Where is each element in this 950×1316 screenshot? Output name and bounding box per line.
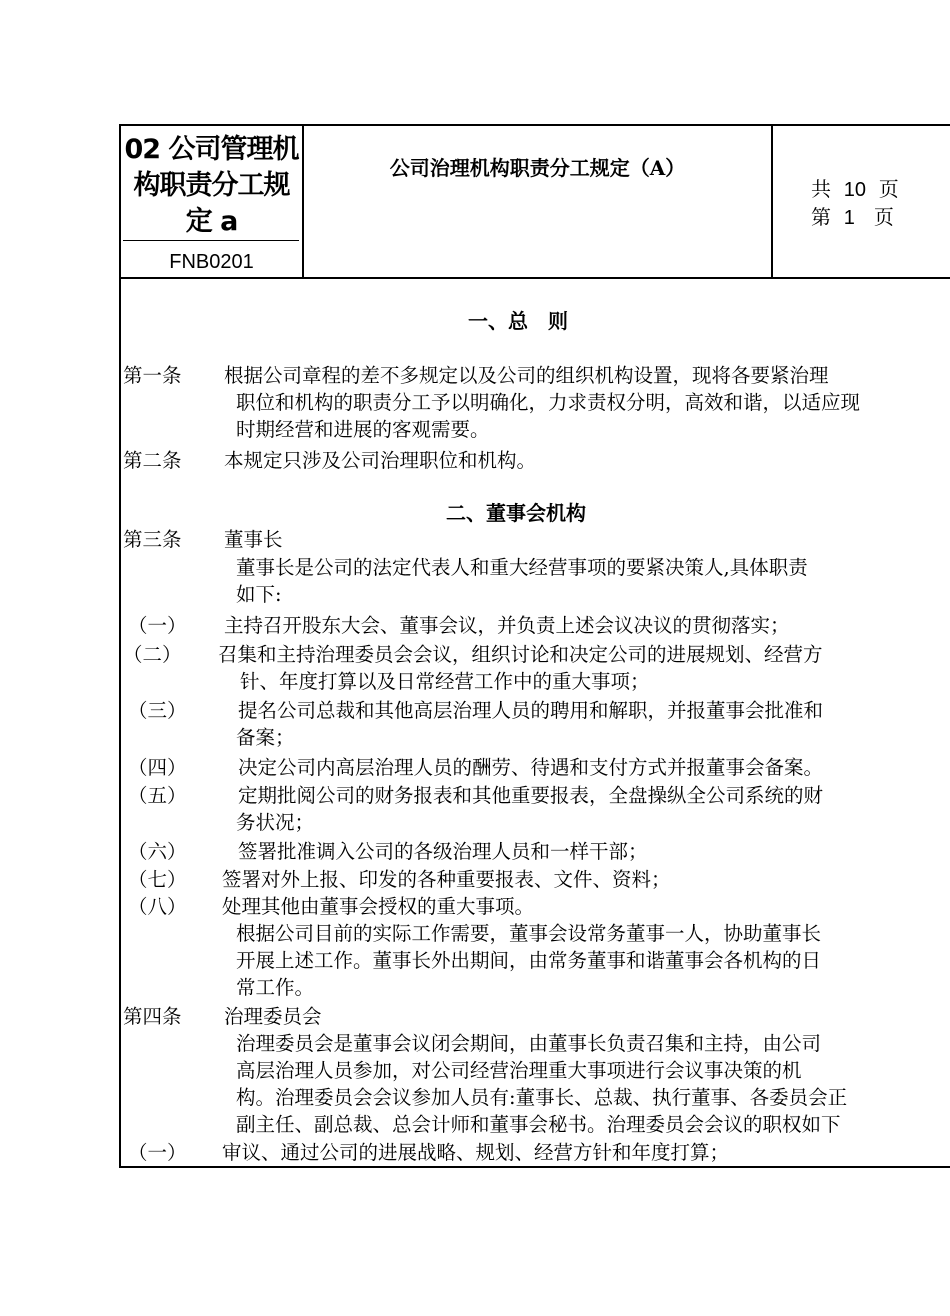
text-line: 召集和主持治理委员会会议，组织讨论和决定公司的进展规划、经营方 — [218, 643, 823, 666]
text-line: 根据公司章程的差不多规定以及公司的组织机构设置，现将各要紧治理 — [224, 364, 829, 387]
section-2-title: 二、董事会机构 — [446, 501, 586, 525]
text-line: 治理委员会是董事会议闭会期间，由董事长负责召集和主持，由公司 — [236, 1032, 822, 1055]
text-line: 构。治理委员会会议参加人员有:董事长、总裁、执行董事、各委员会正 — [236, 1086, 848, 1109]
item-label: （四） — [128, 756, 187, 779]
page-label: 第 — [811, 205, 831, 229]
article-label: 第三条 — [123, 528, 182, 551]
total-pages-value: 10 — [843, 179, 866, 201]
article-label: 第四条 — [123, 1005, 182, 1028]
text-line: 签署对外上报、印发的各种重要报表、文件、资料； — [222, 868, 671, 891]
text-line: 本规定只涉及公司治理职位和机构。 — [224, 449, 537, 472]
text-line: 根据公司目前的实际工作需要，董事会设常务董事一人，协助董事长 — [236, 922, 822, 945]
current-page — [811, 203, 894, 232]
document-title: 公司治理机构职责分工规定（A） — [389, 156, 686, 180]
article-label: 第一条 — [123, 364, 182, 387]
document-code: FNB0201 — [169, 251, 254, 273]
text-line: 针、年度打算以及日常经营工作中的重大事项； — [240, 670, 650, 693]
header-middle-cell — [304, 126, 773, 277]
page-number-value: 1 — [843, 207, 855, 229]
total-pages — [811, 175, 899, 204]
item-label: （一） — [128, 1141, 187, 1164]
item-label: （三） — [128, 699, 187, 722]
text-line: 时期经营和进展的客观需要。 — [236, 418, 490, 441]
short-title-line-1: 02 公司管理机 — [124, 134, 299, 165]
article-label: 第二条 — [123, 449, 182, 472]
text-line: 职位和机构的职责分工予以明确化，力求责权分明，高效和谐，以适应现 — [236, 391, 861, 414]
text-line: 治理委员会 — [224, 1005, 322, 1028]
header-divider — [123, 240, 299, 241]
text-line: 签署批准调入公司的各级治理人员和一样干部； — [238, 840, 648, 863]
item-label: （六） — [128, 840, 187, 863]
item-label: （一） — [128, 614, 187, 637]
document-short-title — [121, 132, 302, 240]
section-1-title: 一、总 则 — [468, 309, 568, 333]
item-label: （五） — [128, 784, 187, 807]
text-line: 高层治理人员参加，对公司经营治理重大事项进行会议事决策的机 — [236, 1059, 802, 1082]
header-left-cell — [121, 126, 304, 277]
text-line: 副主任、副总裁、总会计师和董事会秘书。治理委员会会议的职权如下 — [236, 1113, 841, 1136]
text-line: 主持召开股东大会、董事会议，并负责上述会议决议的贯彻落实； — [224, 614, 790, 637]
text-line: 备案； — [236, 726, 295, 749]
header-page-cell — [773, 126, 950, 277]
total-unit: 页 — [878, 177, 899, 201]
text-line: 务状况； — [236, 811, 315, 834]
short-title-line-2: 构职责分工规 — [133, 170, 290, 201]
text-line: 处理其他由董事会授权的重大事项。 — [222, 895, 535, 918]
text-line: 定期批阅公司的财务报表和其他重要报表，全盘操纵全公司系统的财 — [238, 784, 824, 807]
page-unit: 页 — [873, 205, 894, 229]
item-label: （二） — [123, 643, 182, 666]
text-line: 决定公司内高层治理人员的酬劳、待遇和支付方式并报董事会备案。 — [238, 756, 824, 779]
text-line: 董事长 — [224, 528, 283, 551]
item-label: （八） — [128, 895, 187, 918]
text-line: 董事长是公司的法定代表人和重大经营事项的要紧决策人,具体职责 — [236, 556, 808, 579]
text-line: 审议、通过公司的进展战略、规划、经营方针和年度打算； — [222, 1141, 730, 1164]
text-line: 提名公司总裁和其他高层治理人员的聘用和解职，并报董事会批准和 — [238, 699, 824, 722]
item-label: （七） — [128, 868, 187, 891]
text-line: 如下: — [236, 583, 282, 606]
total-label: 共 — [811, 177, 831, 201]
document-header — [121, 126, 950, 279]
short-title-line-3: 定 a — [185, 206, 238, 237]
text-line: 常工作。 — [236, 976, 315, 999]
text-line: 开展上述工作。董事长外出期间，由常务董事和谐董事会各机构的日 — [236, 949, 822, 972]
